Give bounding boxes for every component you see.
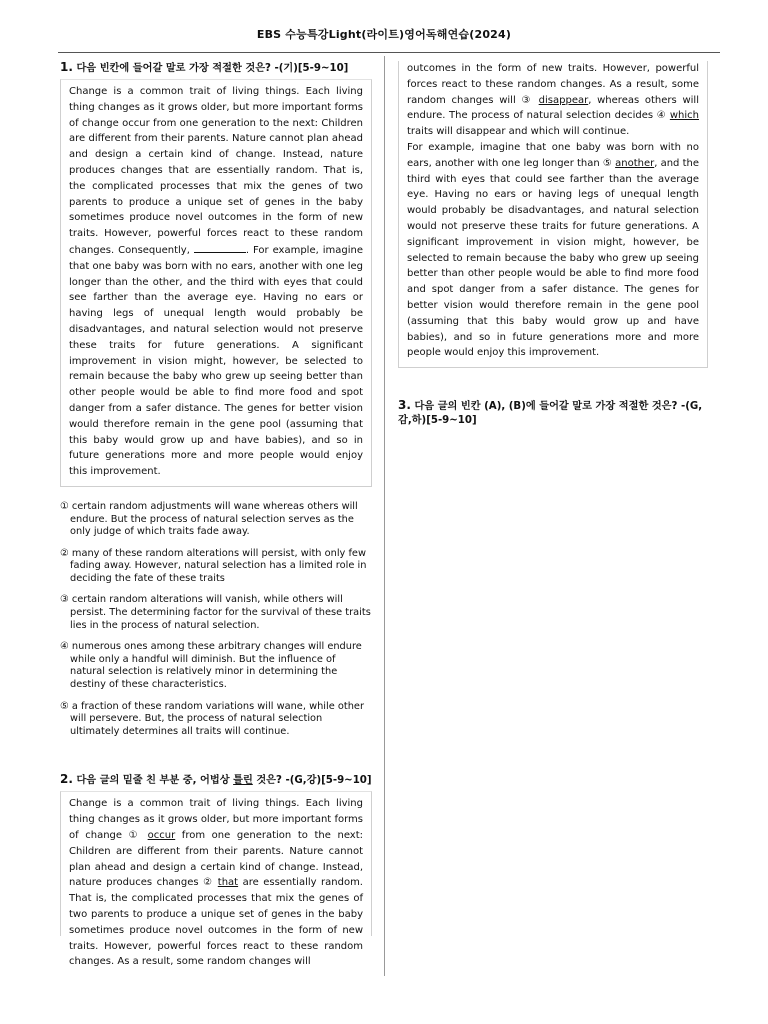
passage-segment: from one generation to the next: Children are different from their parents. Nature cannot plan ahead and design a certain kind of change. Instead, nature produces changes <box>69 830 363 889</box>
underlined-word-1: occur <box>147 830 176 842</box>
question-1-options <box>60 501 372 739</box>
question-2-number: 2. <box>60 772 73 787</box>
option-2[interactable]: ② many of these random alterations will persist, with only few fading away. However, natural selection has a limited role in deciding the fate of these traits <box>60 547 367 584</box>
question-3-title <box>398 398 708 428</box>
question-2-prompt-underlined: 틀린 <box>233 775 253 787</box>
question-2-prompt-b: 것은? -(G,강)[5-9~10] <box>252 775 372 787</box>
option-1[interactable]: ① certain random adjustments will wane whereas others will endure. But the process of natural selection serves as the only judge of which traits fade away. <box>60 500 358 538</box>
question-2-title <box>60 772 372 788</box>
marker-5: ⑤ <box>602 157 612 169</box>
option-5[interactable]: ⑤ a fraction of these random variations will wane, while other will persevere. But, the process of natural selection ultimately determines all traits will continue. <box>60 700 364 737</box>
underlined-word-5: another <box>615 157 655 169</box>
question-1 <box>60 60 372 738</box>
question-2-passage-part-1 <box>60 791 372 968</box>
passage-segment: traits will disappear and which will continue. <box>407 126 630 138</box>
passage-text-before-blank: Change is a common trait of living things. Each living thing changes as it grows older, but more important forms of change occur from one generation to the next: Children are different from their parents. Nature cannot plan ahead and design a certain kind of change. Instead, nature produces changes that are essentially random. That is, the complicated processes that mix the genes of two parents to produce a unique set of genes in the baby sometimes produce novel outcomes in the form of new traits. However, powerful forces react to these random changes. Consequently, <box>69 86 363 256</box>
passage-segment: Change is a common trait of living things. Each living thing changes as it grows older, but more important forms of change <box>69 798 363 842</box>
marker-4: ④ <box>656 110 667 122</box>
left-column <box>60 60 372 968</box>
question-1-prompt: 다음 빈칸에 들어갈 말로 가장 적절한 것은? -(기)[5-9~10] <box>76 63 349 74</box>
question-2-passage-part-2 <box>398 61 708 368</box>
question-1-number: 1. <box>60 60 73 74</box>
passage-paragraph-2 <box>407 140 699 361</box>
question-3-number: 3. <box>398 398 411 413</box>
underlined-word-2: that <box>217 877 239 889</box>
passage-segment: , and the third with eyes that could see farther than the average eye. Having no ears or having legs of unequal length would probably be disadvantages, and natural selection would not preserve these traits for future generations. A significant improvement in vision might, however, be selected to remain because the baby who grew up seeing better than other people would be able to find more food and spot danger from a safer distance. The genes for better vision would therefore remain in the gene pool (assuming that this baby would grow up and have babies), and so in future generations more and more people would enjoy this improvement. <box>407 157 700 359</box>
passage-continuation: outcomes in the form of new traits. However, powerful forces react to these random changes. As a result, some random changes will ③ disappear, whereas others will endure. The process of natural selection decides ④ which traits will disappear and which will continue. <box>407 63 699 138</box>
underlined-word-3: disappear <box>538 94 589 106</box>
underlined-word-4: which <box>669 110 699 122</box>
marker-2: ② <box>203 877 214 889</box>
option-3[interactable]: ③ certain random alterations will vanish, while others will persist. The determining factor for the survival of these traits lies in the process of natural selection. <box>60 594 371 631</box>
passage-segment: , whereas others will endure. The process of natural selection decides <box>407 94 699 122</box>
header-rule <box>58 52 720 53</box>
question-2-prompt-a: 다음 글의 밑줄 친 부분 중, 어법상 <box>76 775 234 787</box>
passage-text-after-blank: . For example, imagine that one baby was born with no ears, another with one leg longer than the other, and the third with eyes that could see farther than the average eye. Having no ears or having legs of unequal length would probably be disadvantages, and natural selection would not preserve these traits for future generations. A significant improvement in vision might, however, be selected to remain because the baby who grew up seeing better than other people would be able to find more food and spot danger from a safer distance. The genes for better vision would therefore remain in the gene pool (assuming that this baby would grow up and have babies), and so in future generations more and more people would enjoy this improvement. <box>69 244 363 478</box>
option-4[interactable]: ④ numerous ones among these arbitrary changes will endure while only a handful will diminish. But the influence of natural selection is relatively minor in determining the destiny of these characteristics. <box>60 641 362 691</box>
right-column <box>398 58 708 428</box>
question-3-prompt: 다음 글의 빈칸 (A), (B)에 들어갈 말로 가장 적절한 것은? -(G,감,하)[5-9~10] <box>398 401 703 427</box>
column-divider <box>384 56 385 976</box>
passage-segment: For example, imagine that one baby was born with no ears, another with one leg longer than <box>407 141 699 169</box>
marker-1: ① <box>128 830 142 842</box>
question-1-title <box>60 60 372 76</box>
question-1-passage <box>60 79 372 487</box>
question-2 <box>60 772 372 968</box>
marker-3: ③ <box>521 94 533 106</box>
question-3 <box>398 398 708 428</box>
answer-blank <box>194 242 246 253</box>
page-header: EBS 수능특강Light(라이트)영어독해연습(2024) <box>256 28 512 41</box>
passage-segment: are essentially random. That is, the complicated processes that mix the genes of two parents to produce a unique set of genes in the baby sometimes produce novel outcomes in the form of new traits. However, powerful forces react to these random changes. As a result, some random changes will <box>69 877 363 968</box>
